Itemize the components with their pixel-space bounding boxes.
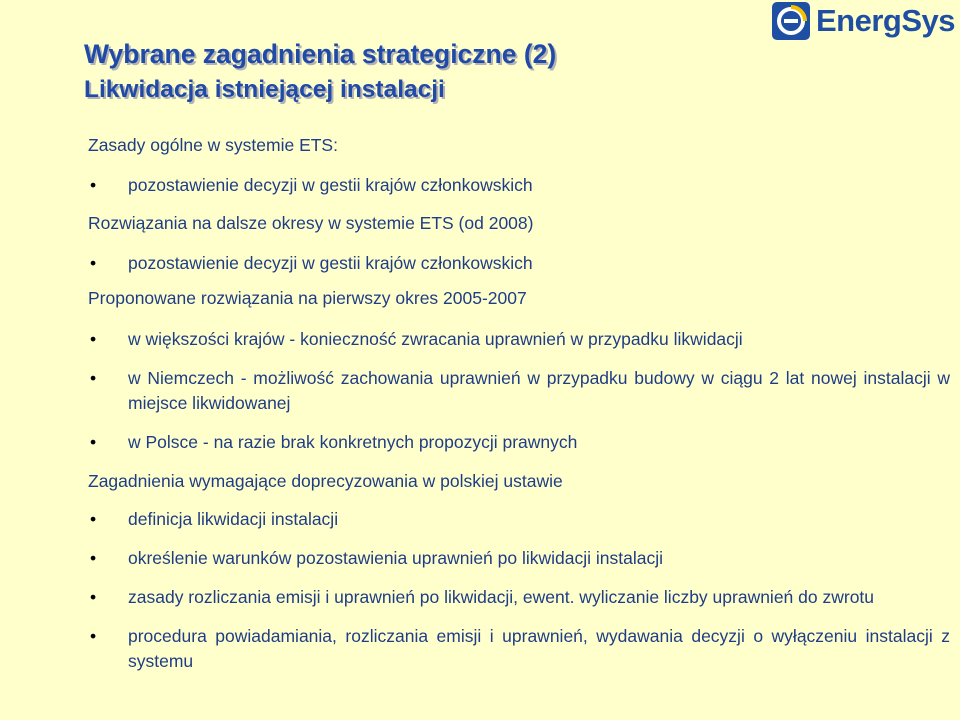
section-heading: Proponowane rozwiązania na pierwszy okres 2005-2007 bbox=[88, 288, 527, 308]
bullet-item bbox=[88, 327, 950, 352]
bullet-text: określenie warunków pozostawienia uprawnień po likwidacji instalacji bbox=[128, 548, 663, 568]
bullet-item bbox=[88, 546, 950, 571]
bullet-text: procedura powiadamiania, rozliczania emisji i uprawnień, wydawania decyzji o wyłączeniu instalacji z systemu bbox=[128, 626, 950, 671]
bullet-icon: • bbox=[90, 329, 97, 349]
energsys-logo-icon bbox=[772, 2, 810, 40]
bullet-text: w Niemczech - możliwość zachowania uprawnień w przypadku budowy w ciągu 2 lat nowej instalacji w miejsce likwidowanej bbox=[128, 368, 950, 413]
bullet-item bbox=[88, 430, 950, 455]
section-heading: Zasady ogólne w systemie ETS: bbox=[88, 135, 338, 155]
bullet-icon: • bbox=[90, 432, 97, 452]
bullet-item bbox=[88, 585, 950, 610]
title-line-2: Likwidacja istniejącej instalacji bbox=[84, 76, 445, 103]
title-line-1: Wybrane zagadnienia strategiczne (2) bbox=[84, 39, 557, 69]
bullet-text: pozostawienie decyzji w gestii krajów członkowskich bbox=[128, 175, 533, 195]
section-heading: Rozwiązania na dalsze okresy w systemie ETS (od 2008) bbox=[88, 213, 534, 233]
bullet-icon: • bbox=[90, 587, 97, 607]
bullet-icon: • bbox=[90, 368, 97, 388]
logo-text: EnergSys bbox=[816, 3, 956, 38]
bullet-item bbox=[88, 251, 950, 276]
slide-title bbox=[84, 37, 556, 107]
bullet-text: definicja likwidacji instalacji bbox=[128, 509, 339, 529]
bullet-item bbox=[88, 366, 950, 416]
bullet-icon: • bbox=[90, 253, 97, 273]
bullet-text: pozostawienie decyzji w gestii krajów członkowskich bbox=[128, 253, 533, 273]
bullet-icon: • bbox=[90, 175, 97, 195]
bullet-text: w Polsce - na razie brak konkretnych propozycji prawnych bbox=[128, 432, 578, 452]
bullet-icon: • bbox=[90, 626, 97, 646]
bullet-text: zasady rozliczania emisji i uprawnień po likwidacji, ewent. wyliczanie liczby uprawnień do zwrotu bbox=[128, 587, 875, 607]
slide-content bbox=[88, 133, 950, 674]
bullet-icon: • bbox=[90, 509, 97, 529]
bullet-icon: • bbox=[90, 548, 97, 568]
bullet-item bbox=[88, 507, 950, 532]
bullet-text: w większości krajów - konieczność zwracania uprawnień w przypadku likwidacji bbox=[128, 329, 743, 349]
bullet-item bbox=[88, 624, 950, 674]
company-logo bbox=[772, 2, 956, 40]
section-heading: Zagadnienia wymagające doprecyzowania w polskiej ustawie bbox=[88, 471, 563, 491]
bullet-item bbox=[88, 173, 950, 198]
